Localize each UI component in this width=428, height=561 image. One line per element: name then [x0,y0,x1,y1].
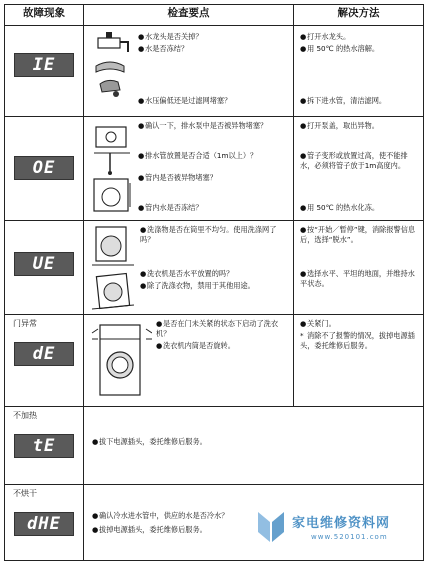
check-item: ●确认冷水进水管中，供应的水是否冷水？ [92,511,229,520]
table-row-ue [5,221,424,315]
code-cell [5,26,84,117]
table-row-de [5,315,424,407]
check-cell [84,26,294,117]
check-cell [84,407,424,485]
faucet-illustration [90,32,134,100]
solution-cell [294,221,424,315]
row-label [13,29,83,39]
check-item: ●洗衣机内筒是否旋转。 [156,341,235,350]
check-item: ●确认一下，排水泵中是否被异物堵塞？ [138,121,268,130]
solution-cell [294,117,424,221]
solution-item: ●拆下进水管，清洁滤网。 [300,96,387,105]
check-item: ●水是否冻结？ [138,44,189,53]
watermark-url: www.520101.com [311,533,388,541]
watermark-text: 家电维修资料网 [292,516,391,531]
error-code-display: dHE [14,512,74,536]
solution-item: ●用 50℃ 的热水化冻。 [300,203,380,212]
check-item: ●是否在门未关紧的状态下启动了洗衣机？ [156,319,279,338]
check-cell [84,221,294,315]
check-item: ●水龙头是否关掉？ [138,32,203,41]
check-item: ●拔下电源插头，委托维修后服务。 [92,437,207,446]
table-row-oe [5,117,424,221]
watermark-logo-icon [256,508,286,544]
check-cell [84,315,294,407]
code-cell [5,221,84,315]
check-item: ●除了洗涤衣物，禁用于其他用途。 [140,281,255,290]
check-item: ●洗涤物是否在筒里不均匀。使用洗涤网了吗？ [140,225,277,244]
solution-item: ●打开泵盖，取出异物。 [300,121,379,130]
check-item: ●排水管放置是否合适（1m以上）？ [138,151,258,160]
check-item: ●水压偏低还是过滤网堵塞？ [138,96,232,105]
solution-item: ●关紧门。 [300,319,336,328]
solution-item: ●用 50℃ 的热水溶解。 [300,44,380,53]
solution-item: ●管子变形或放置过高，使不能排水，必须将管子放于1m高度内。 [300,151,408,170]
solution-item: ●打开水龙头。 [300,32,351,41]
error-code-display: OE [14,156,74,180]
washer-unbalance-illustration [90,225,136,311]
error-code-display: IE [14,53,74,77]
check-item: ●管内水是否冻结？ [138,203,203,212]
code-cell [5,485,84,561]
solution-item: ●按“开始／暂停”键，消除报警信息后，选择“脱水”。 [300,225,416,244]
row-label [13,224,83,234]
header-fault-symptom: 故障现象 [5,5,84,26]
code-cell [5,117,84,221]
row-label: 门异常 [13,319,37,328]
drain-illustration [90,123,134,215]
error-code-display: tE [14,434,74,458]
row-label: 不加热 [13,411,37,420]
door-open-illustration [88,319,152,401]
row-label: 不烘干 [13,489,37,498]
check-item: ●拔掉电源插头，委托维修后服务。 [92,525,207,534]
error-code-display: UE [14,252,74,276]
table-header-row [5,5,424,26]
code-cell [5,407,84,485]
solution-cell [294,315,424,407]
table-row-te [5,407,424,485]
row-label [13,120,83,130]
solution-item: ●选择水平、平坦的地面，并维持水平状态。 [300,269,415,288]
solution-cell [294,26,424,117]
solution-item: * 消除不了报警的情况，拔掉电源插头，委托维修后服务。 [300,331,415,350]
header-solution: 解决方法 [294,5,424,26]
check-item: ●洗衣机是否水平放置的吗？ [140,269,234,278]
code-cell [5,315,84,407]
table-row-ie [5,26,424,117]
error-code-display: dE [14,342,74,366]
header-check-points: 检查要点 [84,5,294,26]
error-code-table [4,4,424,561]
check-cell [84,117,294,221]
check-item: ●管内是否被异物堵塞？ [138,173,217,182]
